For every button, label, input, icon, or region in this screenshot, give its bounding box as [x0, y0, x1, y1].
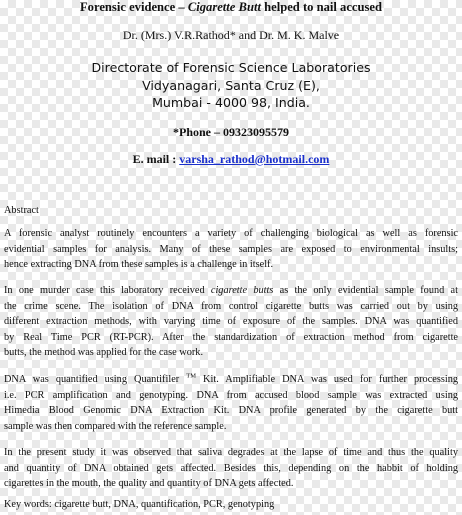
p3-line-3: Himedia Blood Genomic DNA Extraction Kit. DNA profile generated by the cigarette butt — [4, 405, 458, 416]
abstract-heading: Abstract — [4, 205, 39, 216]
p2-l1-italic: cigarette butts — [210, 285, 274, 296]
email-line — [0, 152, 462, 167]
p3-l1-post: Kit. Amplifiable DNA was used for further processing — [196, 374, 459, 385]
phone-number: *Phone – 09323095579 — [172, 125, 289, 139]
p2-line-5: butts, the method was applied for the case work. — [4, 347, 204, 358]
title-text-end: helped to nail accused — [260, 0, 383, 14]
email-link[interactable]: varsha_rathod@hotmail.com — [179, 152, 330, 166]
p2-line-4: by Real Time PCR (RT-PCR). After the standardization of extraction method from cigarette — [4, 331, 458, 343]
p3-line-4: sample was then compared with the reference sample. — [4, 420, 227, 432]
p2-l1-pre: In one murder case this laboratory received — [4, 285, 211, 296]
p1-line-3: hence extracting DNA from these samples is a challenge in itself. — [4, 259, 274, 270]
paper-title — [0, 0, 462, 15]
p1-line-2: evidential samples for analysis. Many of these samples are exposed to environmental insults; — [4, 243, 458, 255]
title-text: Forensic evidence – — [79, 0, 188, 14]
p4-line-1: In the present study it was observed that saliva degrades at the lapse of time and thus the quality — [4, 447, 458, 458]
abstract-paragraph-4 — [4, 445, 458, 492]
abstract-paragraph-2 — [4, 283, 458, 361]
p3-line-1 — [4, 372, 458, 388]
p2-line-2: the crime scene. The isolation of DNA from control cigarette butts was carried out by using — [4, 300, 458, 312]
abstract-paragraph-3 — [4, 372, 458, 434]
keywords: Key words: cigarette butt, DNA, quantification, PCR, genotyping — [4, 499, 275, 510]
affiliation-line-3: Mumbai - 4000 98, India. — [152, 95, 310, 110]
title-italic-text: Cigarette Butt — [187, 0, 261, 14]
p4-line-2: and quantity of DNA obtained gets affected. Besides this, depending on the habbit of holding — [4, 462, 458, 474]
p2-l1-post: as the only evidential sample found at — [273, 285, 458, 296]
authors: Dr. (Mrs.) V.R.Rathod* and Dr. M. K. Malve — [122, 28, 340, 42]
p3-l1-pre: DNA was quantified using Quantifiler — [4, 374, 187, 385]
p2-line-3: different extraction methods, with varying time of exposure of the samples. DNA was quantified — [4, 316, 458, 327]
trademark-sup: TM — [186, 372, 196, 380]
p1-line-1: A forensic analyst routinely encounters a variety of challenging biological as well as forensic — [4, 228, 458, 239]
email-label: E. mail : — [132, 152, 180, 166]
p4-line-3: cigarettes in the mouth, the quality and quantity of DNA gets affected. — [4, 478, 294, 489]
affiliation-line-1: Directorate of Forensic Science Laboratories — [91, 60, 371, 75]
abstract-paragraph-1 — [4, 226, 458, 273]
p3-line-2: i.e. PCR amplification and genotyping. DNA from accused blood sample was extracted using — [4, 389, 458, 401]
p2-line-1 — [4, 283, 458, 299]
affiliation-line-2: Vidyanagari, Santa Cruz (E), — [142, 78, 320, 93]
